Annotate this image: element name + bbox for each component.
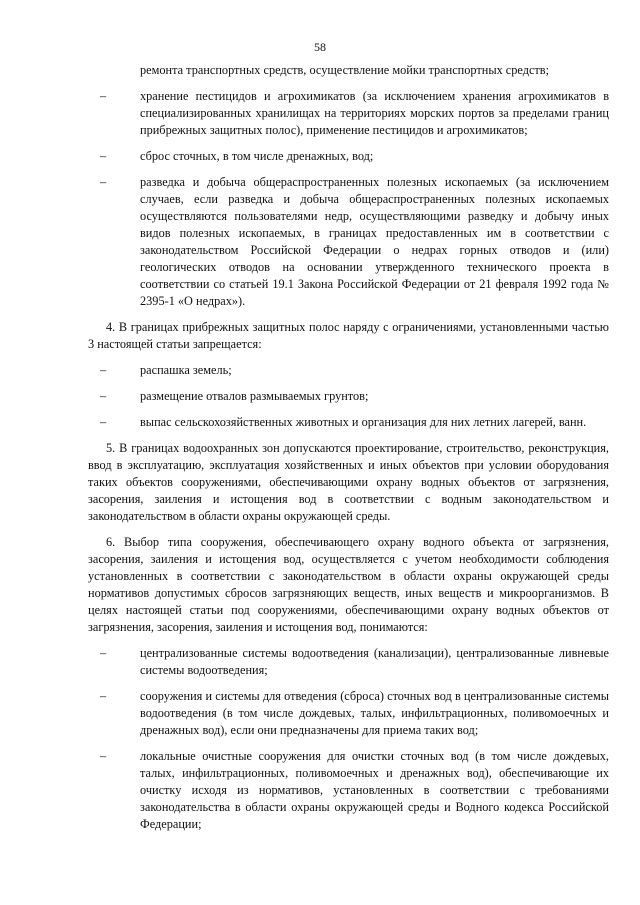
page-number: 58: [314, 40, 326, 54]
list-item-text: разведка и добыча общераспространенных полезных ископаемых (за исключением случаев, если разведка и добыча общераспространенных полезных ископаемых осуществляются пользователями недр, осуществляющими разведку и добычу иных видов полезных ископаемых, в границах предоставленных им в соответствии с законодательством Российской Федерации о недрах горных отводов и (или) геологических отводов на основании утвержденного технического проекта в соответствии со статьей 19.1 Закона Российской Федерации от 21 февраля 1992 года № 2395-1 «О недрах»).: [140, 175, 609, 308]
list-item-sewerage: [88, 645, 609, 679]
bullet-dash: –: [100, 175, 107, 189]
list-item-text: размещение отвалов размываемых грунтов;: [140, 389, 369, 403]
paragraph-4: 4. В границах прибрежных защитных полос наряду с ограничениями, установленными частью 3 настоящей статьи запрещается:: [88, 320, 609, 351]
list-item-text: выпас сельскохозяйственных животных и организация для них летних лагерей, ванн.: [140, 415, 587, 429]
bullet-dash: –: [100, 363, 107, 377]
list-item-drainage-systems: [88, 688, 609, 739]
list-item-text: распашка земель;: [140, 363, 232, 377]
list-item-text: сооружения и системы для отведения (сброса) сточных вод в централизованные системы водоотведения (в том числе дождевых, талых, инфильтрационных, поливомоечных и дренажных вод), если они предназначены для приема таких вод;: [140, 689, 609, 737]
list-item-mining: [88, 174, 609, 310]
list-item-pesticides: [88, 88, 609, 139]
list-item-grazing: [88, 414, 609, 431]
bullet-dash: –: [100, 415, 107, 429]
list-item-text: хранение пестицидов и агрохимикатов (за исключением хранения агрохимикатов в специализированных хранилищах на территориях морских портов за пределами границ прибрежных защитных полос), применение пестицидов и агрохимикатов;: [140, 89, 609, 137]
list-item-wastewater: [88, 148, 609, 165]
page-content: [88, 62, 609, 839]
list-item-text: централизованные системы водоотведения (канализации), централизованные ливневые системы водоотведения;: [140, 646, 609, 677]
list-item-text: локальные очистные сооружения для очистки сточных вод (в том числе дождевых, талых, инфильтрационных, поливомоечных и дренажных вод), обеспечивающие их очистку исходя из нормативов, установленных в соответствии с требованиями законодательства в области охраны окружающей среды и Водного кодекса Российской Федерации;: [140, 749, 609, 831]
list-item-continuation: ремонта транспортных средств, осуществление мойки транспортных средств;: [140, 63, 550, 77]
list-item-dumps: [88, 388, 609, 405]
bullet-dash: –: [100, 646, 107, 660]
list-item-treatment-facilities: [88, 748, 609, 833]
bullet-dash: –: [100, 89, 107, 103]
list-item-plowing: [88, 362, 609, 379]
bullet-dash: –: [100, 689, 107, 703]
list-item-text: сброс сточных, в том числе дренажных, вод;: [140, 149, 374, 163]
bullet-dash: –: [100, 389, 107, 403]
bullet-dash: –: [100, 749, 107, 763]
paragraph-6: 6. Выбор типа сооружения, обеспечивающего охрану водного объекта от загрязнения, засорения, заиления и истощения вод, осуществляется с учетом необходимости соблюдения установленных в соответствии с законодательством в области охраны окружающей среды нормативов допустимых сбросов загрязняющих веществ, иных веществ и микроорганизмов. В целях настоящей статьи под сооружениями, обеспечивающими охрану водных объектов от загрязнения, засорения, заиления и истощения вод, понимаются:: [88, 535, 609, 634]
paragraph-5: 5. В границах водоохранных зон допускаются проектирование, строительство, реконструкция, ввод в эксплуатацию, эксплуатация хозяйственных и иных объектов при условии оборудования таких объектов сооружениями, обеспечивающими охрану водных объектов от загрязнения, засорения, заиления и истощения вод в соответствии с водным законодательством и законодательством в области охраны окружающей среды.: [88, 441, 609, 523]
bullet-dash: –: [100, 149, 107, 163]
